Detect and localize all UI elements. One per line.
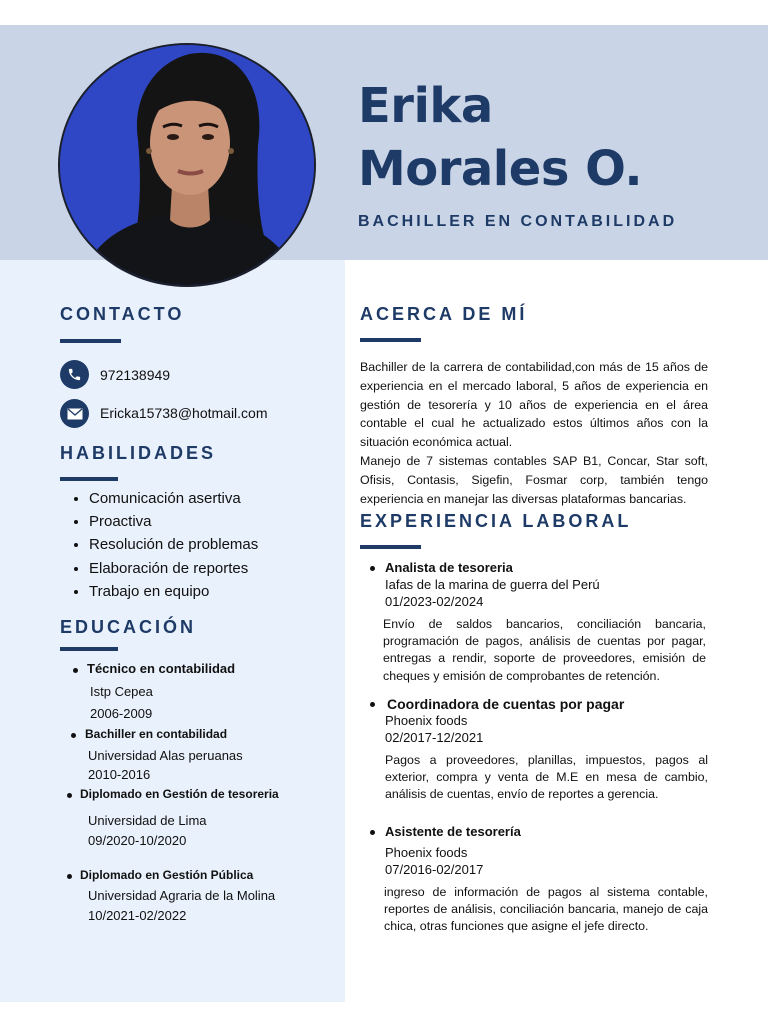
bullet: [370, 830, 375, 835]
job-description: ingreso de información de pagos al sistema contable, reportes de análisis, conciliación bancaria, manejo de caja chica, otras funciones que asigne el jefe directo.: [384, 885, 708, 934]
skill-item: • Elaboración de reportes: [89, 557, 258, 580]
education-dates: 09/2020-10/2020: [88, 833, 187, 848]
about-rule: [360, 338, 421, 342]
bullet: [67, 874, 72, 879]
education-dates: 2006-2009: [90, 706, 153, 721]
job-dates: 01/2023-02/2024: [385, 594, 484, 609]
experience-rule: [360, 545, 421, 549]
education-dates: 2010-2016: [88, 767, 151, 782]
phone-icon: [60, 360, 89, 389]
phone-number[interactable]: 972138949: [100, 367, 171, 383]
skill-item: • Trabajo en equipo: [89, 580, 258, 603]
contact-rule: [60, 339, 121, 343]
job-dates: 02/2017-12/2021: [385, 730, 484, 745]
education-dates: 10/2021-02/2022: [88, 908, 187, 923]
job-description: Pagos a proveedores, planillas, impuestos, pagos al exterior, compra y venta de M.E en mesa de cambio, análisis de cuentas, envío de reportes a gerencia.: [385, 753, 708, 802]
education-title: Bachiller en contabilidad: [85, 727, 228, 741]
profile-photo: [60, 45, 314, 285]
contact-heading: CONTACTO: [60, 304, 185, 324]
job-title: Coordinadora de cuentas por pagar: [387, 696, 625, 712]
skills-heading: HABILIDADES: [60, 443, 217, 463]
education-school: Universidad Alas peruanas: [88, 748, 243, 763]
skills-list: [60, 487, 258, 603]
skill-item: • Comunicación asertiva: [89, 487, 258, 510]
bullet: [71, 733, 76, 738]
about-heading: ACERCA DE MÍ: [360, 304, 528, 324]
bullet: [370, 702, 375, 707]
education-rule: [60, 647, 118, 651]
skill-item: • Resolución de problemas: [89, 533, 258, 556]
skill-item: • Proactiva: [89, 510, 258, 533]
job-company: Phoenix foods: [385, 845, 468, 860]
education-school: Universidad Agraria de la Molina: [88, 888, 276, 903]
job-description: Envío de saldos bancarios, conciliación bancaria, programación de pagos, análisis de cuentas por pagar, entregas a rendir, soporte de proveedores, emisión de cheques y emisión de comprobantes de retención.: [383, 617, 706, 683]
job-dates: 07/2016-02/2017: [385, 862, 484, 877]
skills-rule: [60, 477, 118, 481]
education-heading: EDUCACIÓN: [60, 617, 197, 637]
bullet: [73, 668, 78, 673]
bullet: [370, 566, 375, 571]
about-text: Bachiller de la carrera de contabilidad,con más de 15 años de experiencia en el mercado laboral, 5 años de experiencia en gestión de tesorería y 10 años de experiencia en el área contable el cual he actualizado estos últimos años con la situación económica actual. Manejo de 7 sistemas contables SAP B1, Concar, Star soft, Ofisis, Contasis, Sigefin, Fosmar corp, también tengo experiencia en manejar las diversas plataformas bancarias.: [360, 360, 708, 506]
job-title: Asistente de tesorería: [385, 824, 521, 839]
education-school: Universidad de Lima: [88, 813, 207, 828]
bullet: [67, 793, 72, 798]
education-title: Diplomado en Gestión de tesoreria: [80, 787, 279, 801]
education-title: Técnico en contabilidad: [87, 661, 236, 676]
job-company: Iafas de la marina de guerra del Perú: [385, 577, 600, 592]
job-title: Analista de tesoreria: [385, 560, 513, 575]
experience-heading: EXPERIENCIA LABORAL: [360, 511, 632, 531]
name-last: Morales O.: [358, 141, 643, 197]
education-school: Istp Cepea: [90, 684, 153, 699]
email-address[interactable]: Ericka15738@hotmail.com: [100, 405, 268, 421]
professional-title: BACHILLER EN CONTABILIDAD: [358, 213, 678, 230]
name-first: Erika: [358, 78, 493, 134]
job-company: Phoenix foods: [385, 713, 468, 728]
envelope-icon: [60, 399, 89, 428]
education-title: Diplomado en Gestión Pública: [80, 868, 254, 882]
